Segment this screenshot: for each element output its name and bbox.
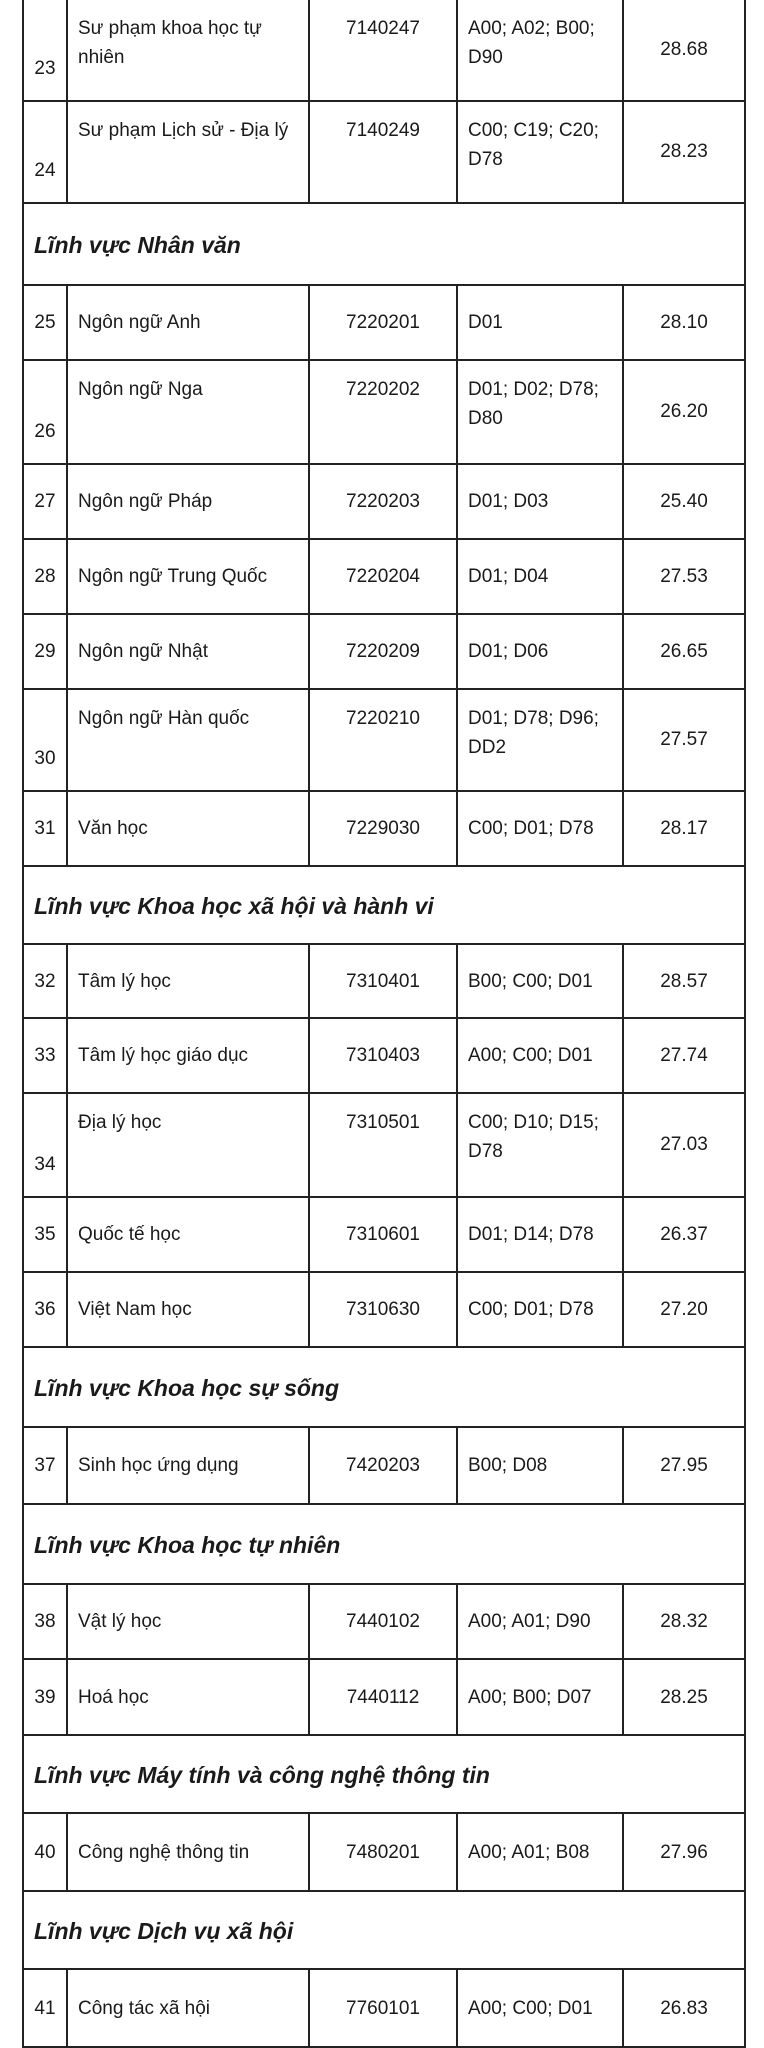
table-row xyxy=(22,1198,746,1273)
subject-blocks-cell xyxy=(456,1094,622,1198)
subject-blocks-cell xyxy=(456,286,622,361)
section-header xyxy=(22,1505,746,1585)
section-header xyxy=(22,867,746,945)
major-name-cell-text: Quốc tế học xyxy=(78,1224,181,1245)
score-cell-text: 27.53 xyxy=(660,566,708,587)
major-code-cell-text: 7220202 xyxy=(346,379,420,400)
stt-cell xyxy=(22,1019,66,1094)
score-cell-text: 28.10 xyxy=(660,312,708,333)
stt-cell-text: 32 xyxy=(34,971,56,992)
stt-cell xyxy=(22,286,66,361)
major-code-cell-text: 7220203 xyxy=(346,491,420,512)
major-name-cell-text: Ngôn ngữ Pháp xyxy=(78,491,213,512)
stt-cell xyxy=(22,1428,66,1505)
subject-blocks-cell xyxy=(456,1428,622,1505)
major-name-cell xyxy=(66,540,308,615)
score-cell-text: 28.68 xyxy=(660,39,708,60)
major-name-cell xyxy=(66,361,308,465)
score-cell xyxy=(622,465,746,540)
subject-blocks-cell-text: A00; A01; D90 xyxy=(468,1611,591,1632)
score-cell xyxy=(622,1198,746,1273)
stt-cell xyxy=(22,465,66,540)
stt-cell-text: 41 xyxy=(34,1998,56,2019)
subject-blocks-cell xyxy=(456,1273,622,1348)
subject-blocks-cell xyxy=(456,690,622,792)
major-code-cell-text: 7480201 xyxy=(346,1842,420,1863)
score-cell xyxy=(622,1273,746,1348)
subject-blocks-cell xyxy=(456,102,622,204)
section-title: Lĩnh vực Dịch vụ xã hội xyxy=(34,1918,294,1944)
score-cell xyxy=(622,1814,746,1892)
stt-cell-text: 29 xyxy=(34,641,56,662)
stt-cell-text: 31 xyxy=(34,818,56,839)
major-code-cell-text: 7220210 xyxy=(346,708,420,729)
subject-blocks-cell xyxy=(456,792,622,867)
major-name-cell-text: Văn học xyxy=(78,818,148,839)
major-name-cell xyxy=(66,1585,308,1660)
major-name-cell-text: Ngôn ngữ Trung Quốc xyxy=(78,566,268,587)
table-row xyxy=(22,615,746,690)
table-row xyxy=(22,792,746,867)
score-cell-text: 25.40 xyxy=(660,491,708,512)
score-cell xyxy=(622,286,746,361)
major-code-cell xyxy=(308,1019,456,1094)
score-cell xyxy=(622,1660,746,1736)
stt-cell xyxy=(22,540,66,615)
subject-blocks-cell xyxy=(456,1198,622,1273)
table-row xyxy=(22,945,746,1019)
score-cell xyxy=(622,615,746,690)
major-code-cell-text: 7440102 xyxy=(346,1611,420,1632)
score-cell xyxy=(622,690,746,792)
subject-blocks-cell-text: A00; A02; B00; D90 xyxy=(468,18,595,68)
section-title: Lĩnh vực Khoa học sự sống xyxy=(34,1375,340,1401)
major-name-cell-text: Ngôn ngữ Nhật xyxy=(78,641,208,662)
stt-cell xyxy=(22,690,66,792)
major-code-cell-text: 7310403 xyxy=(346,1045,420,1066)
subject-blocks-cell xyxy=(456,465,622,540)
major-name-cell-text: Công nghệ thông tin xyxy=(78,1842,250,1863)
score-cell-text: 28.57 xyxy=(660,971,708,992)
stt-cell xyxy=(22,1660,66,1736)
stt-cell-text: 28 xyxy=(34,566,56,587)
subject-blocks-cell-text: D01; D06 xyxy=(468,641,549,662)
stt-cell xyxy=(22,102,66,204)
score-cell-text: 26.20 xyxy=(660,401,708,422)
subject-blocks-cell-text: D01; D02; D78; D80 xyxy=(468,379,599,429)
major-name-cell-text: Vật lý học xyxy=(78,1611,162,1632)
stt-cell-text: 40 xyxy=(34,1842,56,1863)
score-cell-text: 28.25 xyxy=(660,1687,708,1708)
major-name-cell xyxy=(66,1970,308,2048)
score-cell xyxy=(622,540,746,615)
section-title: Lĩnh vực Nhân văn xyxy=(34,232,241,258)
table-row xyxy=(22,361,746,465)
major-name-cell xyxy=(66,945,308,1019)
major-name-cell xyxy=(66,102,308,204)
subject-blocks-cell xyxy=(456,945,622,1019)
major-code-cell xyxy=(308,1198,456,1273)
table-row xyxy=(22,1019,746,1094)
subject-blocks-cell-text: A00; C00; D01 xyxy=(468,1045,593,1066)
major-name-cell xyxy=(66,465,308,540)
stt-cell xyxy=(22,615,66,690)
subject-blocks-cell xyxy=(456,1585,622,1660)
major-code-cell xyxy=(308,615,456,690)
section-header xyxy=(22,1892,746,1970)
major-code-cell xyxy=(308,792,456,867)
major-name-cell-text: Công tác xã hội xyxy=(78,1998,211,2019)
major-code-cell xyxy=(308,1094,456,1198)
stt-cell-text: 23 xyxy=(34,58,56,79)
table-row xyxy=(22,1970,746,2048)
stt-cell-text: 35 xyxy=(34,1224,56,1245)
major-code-cell xyxy=(308,1660,456,1736)
major-code-cell-text: 7140247 xyxy=(346,18,420,39)
subject-blocks-cell-text: A00; C00; D01 xyxy=(468,1998,593,2019)
major-name-cell-text: Ngôn ngữ Anh xyxy=(78,312,201,333)
stt-cell-text: 36 xyxy=(34,1299,56,1320)
table-row xyxy=(22,1814,746,1892)
subject-blocks-cell-text: C00; D01; D78 xyxy=(468,1299,594,1320)
stt-cell-text: 27 xyxy=(34,491,56,512)
subject-blocks-cell-text: A00; A01; B08 xyxy=(468,1842,590,1863)
major-code-cell xyxy=(308,1814,456,1892)
table-row xyxy=(22,690,746,792)
score-cell-text: 28.32 xyxy=(660,1611,708,1632)
major-name-cell xyxy=(66,690,308,792)
major-name-cell xyxy=(66,1094,308,1198)
score-cell-text: 27.74 xyxy=(660,1045,708,1066)
subject-blocks-cell-text: D01; D14; D78 xyxy=(468,1224,594,1245)
major-code-cell xyxy=(308,102,456,204)
major-name-cell xyxy=(66,286,308,361)
subject-blocks-cell xyxy=(456,1019,622,1094)
table-row xyxy=(22,0,746,102)
major-code-cell xyxy=(308,1585,456,1660)
major-code-cell-text: 7229030 xyxy=(346,818,420,839)
stt-cell-text: 26 xyxy=(34,421,56,442)
stt-cell-text: 25 xyxy=(34,312,56,333)
score-cell-text: 27.95 xyxy=(660,1455,708,1476)
major-code-cell xyxy=(308,690,456,792)
major-code-cell-text: 7760101 xyxy=(346,1998,420,2019)
score-cell-text: 28.17 xyxy=(660,818,708,839)
stt-cell xyxy=(22,945,66,1019)
score-cell-text: 27.03 xyxy=(660,1134,708,1155)
table-row xyxy=(22,1273,746,1348)
stt-cell xyxy=(22,1585,66,1660)
major-name-cell-text: Sư phạm khoa học tự nhiên xyxy=(78,18,262,68)
section-title: Lĩnh vực Khoa học xã hội và hành vi xyxy=(34,893,434,919)
major-name-cell-text: Ngôn ngữ Nga xyxy=(78,379,203,400)
score-cell-text: 27.57 xyxy=(660,729,708,750)
major-name-cell xyxy=(66,1814,308,1892)
score-cell xyxy=(622,1970,746,2048)
score-cell xyxy=(622,1094,746,1198)
major-code-cell-text: 7310501 xyxy=(346,1112,420,1133)
major-code-cell xyxy=(308,540,456,615)
score-cell xyxy=(622,792,746,867)
score-cell-text: 27.20 xyxy=(660,1299,708,1320)
major-name-cell xyxy=(66,792,308,867)
stt-cell-text: 39 xyxy=(34,1687,56,1708)
score-cell xyxy=(622,102,746,204)
score-cell-text: 28.23 xyxy=(660,141,708,162)
major-code-cell-text: 7420203 xyxy=(346,1455,420,1476)
major-code-cell xyxy=(308,465,456,540)
major-name-cell xyxy=(66,1198,308,1273)
subject-blocks-cell xyxy=(456,0,622,102)
subject-blocks-cell-text: D01; D03 xyxy=(468,491,549,512)
major-name-cell xyxy=(66,615,308,690)
table-row xyxy=(22,540,746,615)
score-cell xyxy=(622,0,746,102)
table-row xyxy=(22,465,746,540)
major-name-cell xyxy=(66,1428,308,1505)
major-name-cell-text: Tâm lý học giáo dục xyxy=(78,1045,249,1066)
major-name-cell-text: Hoá học xyxy=(78,1687,149,1708)
score-cell xyxy=(622,1019,746,1094)
stt-cell-text: 34 xyxy=(34,1154,56,1175)
major-name-cell xyxy=(66,1660,308,1736)
stt-cell xyxy=(22,1814,66,1892)
stt-cell xyxy=(22,1970,66,2048)
major-code-cell xyxy=(308,1970,456,2048)
stt-cell-text: 37 xyxy=(34,1455,56,1476)
score-cell xyxy=(622,945,746,1019)
major-name-cell-text: Tâm lý học xyxy=(78,971,171,992)
score-cell-text: 27.96 xyxy=(660,1842,708,1863)
major-code-cell xyxy=(308,0,456,102)
subject-blocks-cell-text: C00; D10; D15; D78 xyxy=(468,1112,599,1162)
subject-blocks-cell xyxy=(456,1814,622,1892)
stt-cell-text: 33 xyxy=(34,1045,56,1066)
major-code-cell-text: 7220209 xyxy=(346,641,420,662)
table-row xyxy=(22,1585,746,1660)
major-code-cell xyxy=(308,1273,456,1348)
stt-cell-text: 38 xyxy=(34,1611,56,1632)
major-name-cell xyxy=(66,1273,308,1348)
section-title: Lĩnh vực Khoa học tự nhiên xyxy=(34,1532,341,1558)
subject-blocks-cell-text: B00; C00; D01 xyxy=(468,971,593,992)
score-cell-text: 26.37 xyxy=(660,1224,708,1245)
stt-cell-text: 24 xyxy=(34,160,56,181)
subject-blocks-cell-text: A00; B00; D07 xyxy=(468,1687,592,1708)
major-code-cell-text: 7310630 xyxy=(346,1299,420,1320)
major-name-cell xyxy=(66,0,308,102)
major-name-cell-text: Sư phạm Lịch sử - Địa lý xyxy=(78,120,289,141)
stt-cell xyxy=(22,792,66,867)
subject-blocks-cell xyxy=(456,1970,622,2048)
major-code-cell xyxy=(308,945,456,1019)
subject-blocks-cell xyxy=(456,540,622,615)
major-code-cell-text: 7440112 xyxy=(346,1687,420,1708)
subject-blocks-cell-text: D01; D04 xyxy=(468,566,549,587)
subject-blocks-cell xyxy=(456,1660,622,1736)
stt-cell-text: 30 xyxy=(34,748,56,769)
score-cell xyxy=(622,361,746,465)
major-name-cell-text: Ngôn ngữ Hàn quốc xyxy=(78,708,250,729)
score-cell-text: 26.83 xyxy=(660,1998,708,2019)
major-code-cell-text: 7220204 xyxy=(346,566,420,587)
stt-cell xyxy=(22,1273,66,1348)
major-code-cell-text: 7310401 xyxy=(346,971,420,992)
major-name-cell-text: Địa lý học xyxy=(78,1112,162,1133)
table-row xyxy=(22,1660,746,1736)
stt-cell xyxy=(22,0,66,102)
table-row xyxy=(22,1428,746,1505)
major-code-cell-text: 7140249 xyxy=(346,120,420,141)
subject-blocks-cell xyxy=(456,615,622,690)
major-name-cell-text: Việt Nam học xyxy=(78,1299,192,1320)
major-code-cell xyxy=(308,1428,456,1505)
section-title: Lĩnh vực Máy tính và công nghệ thông tin xyxy=(34,1762,490,1788)
subject-blocks-cell-text: B00; D08 xyxy=(468,1455,548,1476)
score-cell-text: 26.65 xyxy=(660,641,708,662)
section-header xyxy=(22,1348,746,1428)
stt-cell xyxy=(22,1094,66,1198)
score-cell xyxy=(622,1585,746,1660)
section-header xyxy=(22,1736,746,1814)
subject-blocks-cell-text: D01 xyxy=(468,312,503,333)
major-code-cell xyxy=(308,361,456,465)
subject-blocks-cell-text: D01; D78; D96; DD2 xyxy=(468,708,599,758)
major-name-cell xyxy=(66,1019,308,1094)
table-row xyxy=(22,286,746,361)
table-row xyxy=(22,102,746,204)
section-header xyxy=(22,204,746,286)
subject-blocks-cell-text: C00; C19; C20; D78 xyxy=(468,120,599,170)
stt-cell xyxy=(22,361,66,465)
subject-blocks-cell xyxy=(456,361,622,465)
table-row xyxy=(22,1094,746,1198)
stt-cell xyxy=(22,1198,66,1273)
major-code-cell-text: 7310601 xyxy=(346,1224,420,1245)
subject-blocks-cell-text: C00; D01; D78 xyxy=(468,818,594,839)
major-code-cell-text: 7220201 xyxy=(346,312,420,333)
major-code-cell xyxy=(308,286,456,361)
major-name-cell-text: Sinh học ứng dụng xyxy=(78,1455,239,1476)
score-cell xyxy=(622,1428,746,1505)
